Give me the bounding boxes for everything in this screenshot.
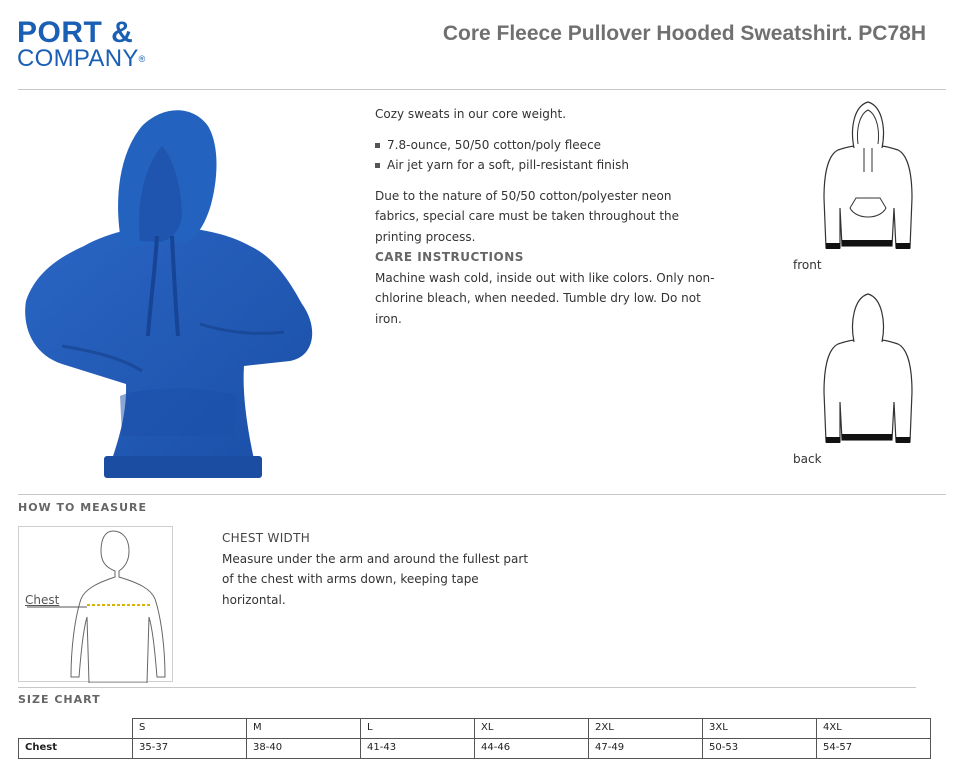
measure-instructions xyxy=(222,528,542,610)
brand-logo-company: COMPANY xyxy=(17,45,139,72)
size-header-cell: XL xyxy=(475,719,589,739)
measurement-value-cell: 38-40 xyxy=(247,739,361,759)
size-chart-table xyxy=(18,718,931,759)
measure-figure xyxy=(18,526,173,682)
size-header-cell: 4XL xyxy=(817,719,931,739)
description-intro: Cozy sweats in our core weight. xyxy=(375,107,567,121)
how-to-measure-heading: HOW TO MEASURE xyxy=(18,501,148,514)
chest-figure-label: Chest xyxy=(25,593,60,607)
measurement-label-cell: Chest xyxy=(19,739,133,759)
size-corner-cell xyxy=(19,719,133,739)
back-label: back xyxy=(793,452,822,466)
size-header-cell: 2XL xyxy=(589,719,703,739)
brand-logo-line1: PORT & xyxy=(17,16,134,49)
size-header-cell: L xyxy=(361,719,475,739)
size-header-row xyxy=(19,719,931,739)
measurement-value-cell: 35-37 xyxy=(133,739,247,759)
brand-logo-line2 xyxy=(17,46,146,72)
front-flat-sketch xyxy=(820,98,916,256)
size-chart-divider xyxy=(18,687,916,688)
size-header-cell: M xyxy=(247,719,361,739)
feature-item: Air jet yarn for a soft, pill-resistant finish xyxy=(375,155,715,176)
measurement-value-cell: 54-57 xyxy=(817,739,931,759)
size-chart-heading: SIZE CHART xyxy=(18,693,101,706)
product-description xyxy=(375,104,715,329)
chest-width-text: Measure under the arm and around the fullest part of the chest with arms down, keeping tape horizontal. xyxy=(222,551,529,607)
measurement-value-cell: 44-46 xyxy=(475,739,589,759)
feature-list xyxy=(375,135,715,176)
section-divider xyxy=(18,494,946,495)
description-note: Due to the nature of 50/50 cotton/polyester neon fabrics, special care must be taken throughout the printing process. xyxy=(375,188,680,244)
registered-mark: ® xyxy=(138,54,146,64)
chest-width-title: CHEST WIDTH xyxy=(222,531,311,545)
front-label: front xyxy=(793,258,822,272)
measurement-value-cell: 50-53 xyxy=(703,739,817,759)
measurement-value-cell: 47-49 xyxy=(589,739,703,759)
table-row xyxy=(19,739,931,759)
brand-logo xyxy=(17,18,167,74)
hoodie-product-image xyxy=(22,96,322,481)
size-header-cell: S xyxy=(133,719,247,739)
care-instructions-text: Machine wash cold, inside out with like colors. Only non-chlorine bleach, when needed. Tumble dry low. Do not iron. xyxy=(375,270,715,326)
measurement-value-cell: 41-43 xyxy=(361,739,475,759)
product-title: Core Fleece Pullover Hooded Sweatshirt. PC78H xyxy=(442,22,926,45)
size-header-cell: 3XL xyxy=(703,719,817,739)
header-divider xyxy=(18,89,946,90)
back-flat-sketch xyxy=(820,292,916,450)
feature-item: 7.8-ounce, 50/50 cotton/poly fleece xyxy=(375,135,715,156)
care-instructions-heading: CARE INSTRUCTIONS xyxy=(375,250,524,264)
